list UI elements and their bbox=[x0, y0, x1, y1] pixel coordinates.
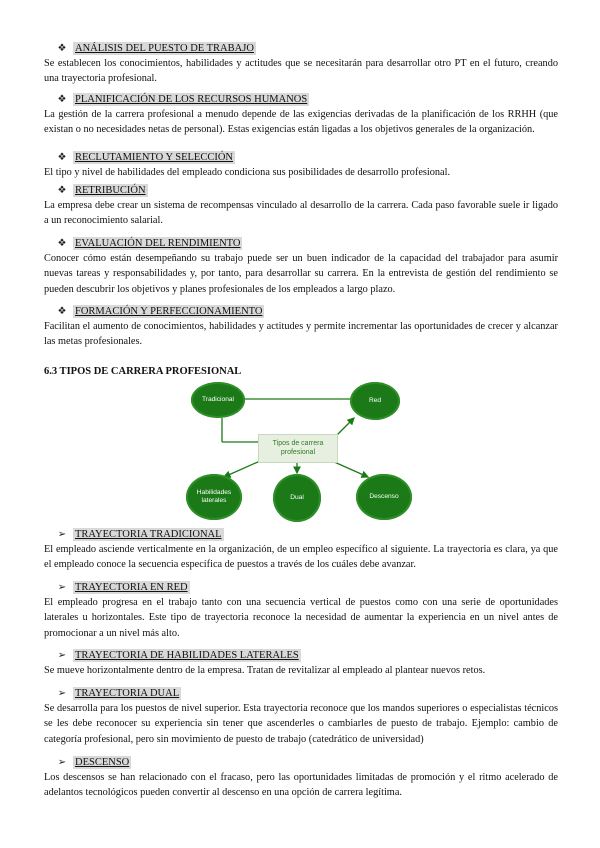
section-heading: RETRIBUCIÓN bbox=[75, 185, 146, 196]
section-heading: PLANIFICACIÓN DE LOS RECURSOS HUMANOS bbox=[75, 94, 308, 105]
node-dual: Dual bbox=[273, 474, 321, 522]
section-tradicional bbox=[44, 527, 558, 573]
diamond-bullet-icon: ❖ bbox=[57, 42, 67, 54]
section-dual bbox=[44, 686, 558, 747]
section-retribucion bbox=[44, 183, 558, 229]
arrow-bullet-icon: ➢ bbox=[57, 581, 67, 593]
section-paragraph: Los descensos se han relacionado con el fracaso, pero las oportunidades limitadas de promoción y el ritmo acelerado de adelantos tecnológicos pueden convertir al descenso en una opción de carrera legítima. bbox=[44, 772, 558, 799]
section-paragraph: El empleado asciende verticalmente en la organización, de un empleo específico al siguiente. La trayectoria es clara, ya que el empleado conoce la secuencia específica de puestos a través de los cuáles debe avanzar. bbox=[44, 544, 558, 571]
section-paragraph: La empresa debe crear un sistema de recompensas vinculado al desarrollo de la carrera. Cada paso favorable suele ir ligado a un reconocimiento salarial. bbox=[44, 200, 558, 227]
diamond-bullet-icon: ❖ bbox=[57, 184, 67, 196]
section-paragraph: Se mueve horizontalmente dentro de la empresa. Tratan de revitalizar al empleado al plantear nuevos retos. bbox=[44, 665, 486, 676]
diamond-bullet-icon: ❖ bbox=[57, 93, 67, 105]
arrow-bullet-icon: ➢ bbox=[57, 649, 67, 661]
node-tradicional: Tradicional bbox=[191, 382, 245, 418]
diamond-bullet-icon: ❖ bbox=[57, 151, 67, 163]
section-evaluacion bbox=[44, 236, 558, 297]
arrow-to-descenso-icon bbox=[332, 461, 368, 477]
section-paragraph: Facilitan el aumento de conocimientos, habilidades y actitudes y permite incrementar las oportunidades de crecer y alcanzar las metas profesionales. bbox=[44, 321, 558, 348]
section-heading: ANÁLISIS DEL PUESTO DE TRABAJO bbox=[75, 43, 254, 54]
arrow-bullet-icon: ➢ bbox=[57, 687, 67, 699]
section-paragraph: Se desarrolla para los puestos de nivel superior. Esta trayectoria reconoce que los mandos superiores o especialistas técnicos se les debe reconocer su experiencia sin tener que ascenderles o cambiarles de puesto de trabajo. Ejemplo: cambio de categoría profesional, pero sin movimiento de puesto de trabajo (catedrático de universidad) bbox=[44, 703, 558, 745]
section-paragraph: Se establecen los conocimientos, habilidades y actitudes que se necesitarán para desarrollar otro PT en el futuro, creando una trayectoria profesional. bbox=[44, 58, 558, 85]
node-center: Tipos de carrera profesional bbox=[258, 434, 338, 463]
section-analisis bbox=[44, 41, 558, 87]
section-habilidades bbox=[44, 648, 558, 678]
section-reclutamiento bbox=[44, 150, 558, 180]
section-heading: TRAYECTORIA DUAL bbox=[75, 688, 180, 699]
section-paragraph: Conocer cómo están desempeñando su trabajo puede ser un buen indicador de la capacidad del trabajador para asumir nuevas tareas y responsabilidades y, por tanto, para desarrollar su carrera. En la entrevista de gestión del rendimiento se pueden descubrir los objetivos y planes profesionales de los empleados a largo plazo. bbox=[44, 253, 558, 295]
section-red bbox=[44, 580, 558, 641]
section-title: 6.3 TIPOS DE CARRERA PROFESIONAL bbox=[44, 366, 242, 377]
section-heading: TRAYECTORIA DE HABILIDADES LATERALES bbox=[75, 650, 299, 661]
section-heading: TRAYECTORIA TRADICIONAL bbox=[75, 529, 222, 540]
arrow-to-habilidades-icon bbox=[224, 461, 260, 477]
arrow-bullet-icon: ➢ bbox=[57, 756, 67, 768]
section-heading: DESCENSO bbox=[75, 757, 130, 768]
section-formacion bbox=[44, 304, 558, 350]
section-heading: TRAYECTORIA EN RED bbox=[75, 582, 188, 593]
section-planificacion bbox=[44, 92, 558, 138]
arrow-bullet-icon: ➢ bbox=[57, 528, 67, 540]
section-descenso bbox=[44, 755, 558, 801]
section-paragraph: El tipo y nivel de habilidades del empleado condiciona sus posibilidades de desarrollo profesional. bbox=[44, 167, 451, 178]
section-paragraph: El empleado progresa en el trabajo tanto con una secuencia vertical de puestos como con una serie de oportunidades laterales u horizontales. Este tipo de trayectoria reconoce la necesidad de aumentar la experiencia en un nivel antes de promocionar a un nivel más alto. bbox=[44, 597, 558, 639]
node-descenso: Descenso bbox=[356, 474, 412, 520]
diamond-bullet-icon: ❖ bbox=[57, 305, 67, 317]
node-red: Red bbox=[350, 382, 400, 420]
section-paragraph: La gestión de la carrera profesional a menudo depende de las exigencias derivadas de la planificación de los RRHH (que existan o no necesidades netas de personal). Estas exigencias están ligadas a los objetivos generales de la organización. bbox=[44, 109, 558, 136]
section-heading: EVALUACIÓN DEL RENDIMIENTO bbox=[75, 238, 241, 249]
career-types-diagram bbox=[186, 382, 416, 524]
diamond-bullet-icon: ❖ bbox=[57, 237, 67, 249]
section-heading: FORMACIÓN Y PERFECCIONAMIENTO bbox=[75, 306, 263, 317]
section-heading: RECLUTAMIENTO Y SELECCIÓN bbox=[75, 152, 234, 163]
node-habilidades: Habilidades laterales bbox=[186, 474, 242, 520]
arrow-to-red-icon bbox=[336, 418, 354, 436]
